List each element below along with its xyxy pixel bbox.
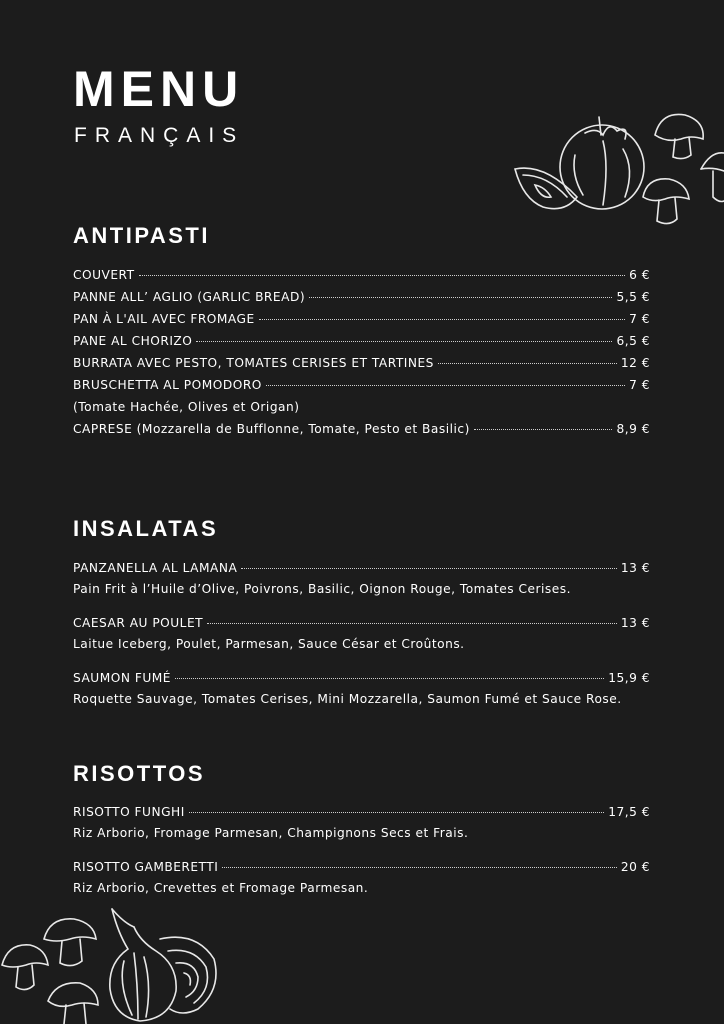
list-item xyxy=(73,418,650,440)
item-name: RISOTTO GAMBERETTI xyxy=(73,860,219,874)
dot-leader xyxy=(266,385,625,386)
dot-leader xyxy=(207,623,617,624)
item-price: 7 € xyxy=(629,312,650,326)
item-price: 5,5 € xyxy=(616,290,650,304)
list-item xyxy=(73,557,650,579)
list-item xyxy=(73,330,650,352)
menu-title: MENU xyxy=(73,61,245,117)
item-name: COUVERT xyxy=(73,268,135,282)
insalatas-title: INSALATAS xyxy=(73,516,219,541)
menu-subtitle: FRANÇAIS xyxy=(74,124,245,147)
item-note xyxy=(73,396,650,418)
item-price: 7 € xyxy=(629,378,650,392)
list-item xyxy=(73,856,650,878)
risottos-title: RISOTTOS xyxy=(73,761,206,786)
item-name: RISOTTO FUNGHI xyxy=(73,805,185,819)
list-item xyxy=(73,667,650,689)
dot-leader xyxy=(189,812,604,813)
dot-leader xyxy=(309,297,612,298)
dot-leader xyxy=(259,319,625,320)
list-item xyxy=(73,612,650,634)
item-price: 13 € xyxy=(620,561,650,575)
item-price: 20 € xyxy=(620,860,650,874)
item-name: BURRATA AVEC PESTO, TOMATES CERISES ET TARTINES xyxy=(73,356,434,370)
item-name: SAUMON FUMÉ xyxy=(73,671,171,685)
item-name: PAN À L'AIL AVEC FROMAGE xyxy=(73,312,255,326)
list-item xyxy=(73,264,650,286)
dot-leader xyxy=(139,275,626,276)
dot-leader xyxy=(474,429,613,430)
dot-leader xyxy=(241,568,617,569)
dot-leader xyxy=(175,678,604,679)
list-item xyxy=(73,374,650,396)
risottos-list xyxy=(73,801,650,899)
item-description: Riz Arborio, Fromage Parmesan, Champignons Secs et Frais. xyxy=(73,826,469,840)
item-price: 17,5 € xyxy=(608,805,650,819)
item-description: Laitue Iceberg, Poulet, Parmesan, Sauce César et Croûtons. xyxy=(73,637,465,651)
item-name: PANE AL CHORIZO xyxy=(73,334,193,348)
antipasti-title: ANTIPASTI xyxy=(73,223,210,248)
item-name: CAESAR AU POULET xyxy=(73,616,204,630)
item-price: 15,9 € xyxy=(608,671,650,685)
item-price: 8,9 € xyxy=(616,422,650,436)
item-name: CAPRESE (Mozzarella de Bufflonne, Tomate, Pesto et Basilic) xyxy=(73,422,470,436)
item-description: Pain Frit à l’Huile d’Olive, Poivrons, Basilic, Oignon Rouge, Tomates Cerises. xyxy=(73,582,571,596)
item-price: 6 € xyxy=(629,268,650,282)
list-item xyxy=(73,308,650,330)
dot-leader xyxy=(196,341,612,342)
list-item xyxy=(73,352,650,374)
antipasti-list xyxy=(73,264,650,440)
item-price: 6,5 € xyxy=(616,334,650,348)
item-description: Roquette Sauvage, Tomates Cerises, Mini Mozzarella, Saumon Fumé et Sauce Rose. xyxy=(73,692,622,706)
dot-leader xyxy=(222,867,617,868)
item-name: PANNE ALL’ AGLIO (GARLIC BREAD) xyxy=(73,290,306,304)
bruschetta-note: (Tomate Hachée, Olives et Origan) xyxy=(73,400,300,414)
list-item xyxy=(73,801,650,823)
insalatas-list xyxy=(73,557,650,710)
list-item xyxy=(73,286,650,308)
item-price: 12 € xyxy=(620,356,650,370)
item-price: 13 € xyxy=(620,616,650,630)
item-name: PANZANELLA AL LAMANA xyxy=(73,561,238,575)
mushroom-onion-icon xyxy=(0,905,222,1024)
tomato-mushroom-icon xyxy=(505,105,724,230)
item-name: BRUSCHETTA AL POMODORO xyxy=(73,378,262,392)
item-description: Riz Arborio, Crevettes et Fromage Parmesan. xyxy=(73,881,369,895)
dot-leader xyxy=(438,363,617,364)
